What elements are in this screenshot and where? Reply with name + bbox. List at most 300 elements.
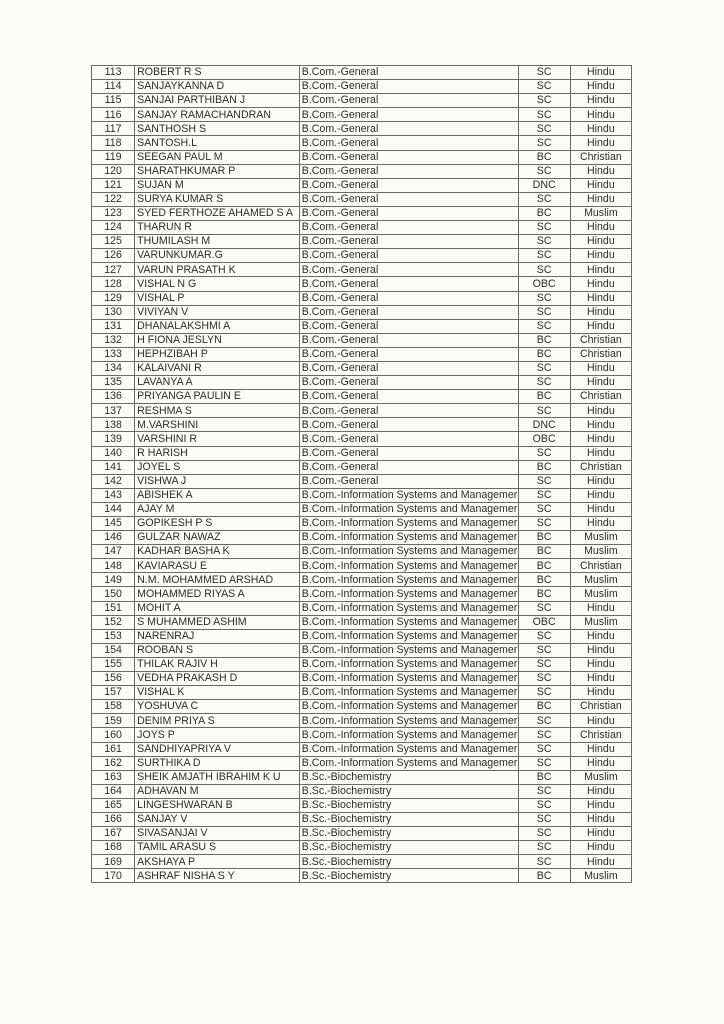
community-cell: SC — [518, 502, 570, 516]
religion-cell: Hindu — [570, 827, 631, 841]
religion-cell: Hindu — [570, 629, 631, 643]
roster-body — [92, 66, 632, 883]
course-cell: B.Com.-General — [299, 206, 518, 220]
community-cell: SC — [518, 122, 570, 136]
student-name-cell: PRIYANGA PAULIN E — [135, 390, 300, 404]
course-cell: B.Sc.-Biochemistry — [299, 784, 518, 798]
student-name-cell: LINGESHWARAN B — [135, 798, 300, 812]
course-cell: B.Com.-General — [299, 291, 518, 305]
serial-number-cell: 133 — [92, 347, 135, 361]
course-cell: B.Com.-General — [299, 192, 518, 206]
course-cell: B.Sc.-Biochemistry — [299, 827, 518, 841]
course-cell: B.Com.-Information Systems and Managemer — [299, 657, 518, 671]
table-row — [92, 150, 632, 164]
table-row — [92, 517, 632, 531]
serial-number-cell: 167 — [92, 827, 135, 841]
student-name-cell: VARUNKUMAR.G — [135, 249, 300, 263]
table-row — [92, 432, 632, 446]
religion-cell: Hindu — [570, 714, 631, 728]
community-cell: SC — [518, 714, 570, 728]
religion-cell: Christian — [570, 559, 631, 573]
table-row — [92, 235, 632, 249]
religion-cell: Hindu — [570, 841, 631, 855]
table-row — [92, 559, 632, 573]
table-row — [92, 206, 632, 220]
table-row — [92, 249, 632, 263]
serial-number-cell: 131 — [92, 319, 135, 333]
serial-number-cell: 120 — [92, 164, 135, 178]
community-cell: SC — [518, 94, 570, 108]
serial-number-cell: 137 — [92, 404, 135, 418]
course-cell: B.Sc.-Biochemistry — [299, 798, 518, 812]
religion-cell: Hindu — [570, 277, 631, 291]
community-cell: SC — [518, 686, 570, 700]
course-cell: B.Com.-General — [299, 235, 518, 249]
serial-number-cell: 116 — [92, 108, 135, 122]
student-name-cell: SUJAN M — [135, 178, 300, 192]
student-name-cell: THARUN R — [135, 221, 300, 235]
student-name-cell: VISHAL P — [135, 291, 300, 305]
community-cell: BC — [518, 573, 570, 587]
religion-cell: Hindu — [570, 291, 631, 305]
serial-number-cell: 121 — [92, 178, 135, 192]
course-cell: B.Com.-Information Systems and Managemer — [299, 545, 518, 559]
religion-cell: Hindu — [570, 221, 631, 235]
serial-number-cell: 145 — [92, 517, 135, 531]
table-row — [92, 291, 632, 305]
course-cell: B.Com.-General — [299, 432, 518, 446]
student-name-cell: NARENRAJ — [135, 629, 300, 643]
serial-number-cell: 169 — [92, 855, 135, 869]
community-cell: SC — [518, 305, 570, 319]
religion-cell: Christian — [570, 347, 631, 361]
course-cell: B.Com.-General — [299, 108, 518, 122]
student-name-cell: JOYEL S — [135, 460, 300, 474]
student-name-cell: RESHMA S — [135, 404, 300, 418]
course-cell: B.Com.-General — [299, 418, 518, 432]
religion-cell: Hindu — [570, 319, 631, 333]
table-row — [92, 770, 632, 784]
course-cell: B.Sc.-Biochemistry — [299, 855, 518, 869]
table-row — [92, 277, 632, 291]
religion-cell: Christian — [570, 700, 631, 714]
serial-number-cell: 149 — [92, 573, 135, 587]
student-name-cell: TAMIL ARASU S — [135, 841, 300, 855]
student-name-cell: SANJAI PARTHIBAN J — [135, 94, 300, 108]
course-cell: B.Com.-General — [299, 136, 518, 150]
table-row — [92, 460, 632, 474]
student-name-cell: SANJAY V — [135, 812, 300, 826]
serial-number-cell: 128 — [92, 277, 135, 291]
student-name-cell: VEDHA PRAKASH D — [135, 672, 300, 686]
religion-cell: Hindu — [570, 657, 631, 671]
course-cell: B.Com.-Information Systems and Managemer — [299, 714, 518, 728]
course-cell: B.Com.-General — [299, 66, 518, 80]
table-row — [92, 192, 632, 206]
serial-number-cell: 139 — [92, 432, 135, 446]
table-row — [92, 756, 632, 770]
community-cell: SC — [518, 601, 570, 615]
religion-cell: Hindu — [570, 474, 631, 488]
community-cell: SC — [518, 643, 570, 657]
student-name-cell: GULZAR NAWAZ — [135, 531, 300, 545]
community-cell: SC — [518, 728, 570, 742]
serial-number-cell: 123 — [92, 206, 135, 220]
community-cell: SC — [518, 855, 570, 869]
student-name-cell: VISHAL K — [135, 686, 300, 700]
serial-number-cell: 157 — [92, 686, 135, 700]
community-cell: SC — [518, 263, 570, 277]
community-cell: OBC — [518, 277, 570, 291]
student-name-cell: KALAIVANI R — [135, 361, 300, 375]
community-cell: OBC — [518, 432, 570, 446]
table-row — [92, 714, 632, 728]
course-cell: B.Com.-General — [299, 221, 518, 235]
religion-cell: Christian — [570, 460, 631, 474]
table-row — [92, 361, 632, 375]
student-name-cell: VISHWA J — [135, 474, 300, 488]
religion-cell: Hindu — [570, 80, 631, 94]
course-cell: B.Com.-General — [299, 347, 518, 361]
table-row — [92, 615, 632, 629]
religion-cell: Muslim — [570, 545, 631, 559]
religion-cell: Hindu — [570, 418, 631, 432]
religion-cell: Hindu — [570, 94, 631, 108]
community-cell: SC — [518, 361, 570, 375]
serial-number-cell: 150 — [92, 587, 135, 601]
table-row — [92, 178, 632, 192]
student-name-cell: THUMILASH M — [135, 235, 300, 249]
community-cell: SC — [518, 841, 570, 855]
course-cell: B.Com.-General — [299, 94, 518, 108]
serial-number-cell: 164 — [92, 784, 135, 798]
table-row — [92, 798, 632, 812]
serial-number-cell: 127 — [92, 263, 135, 277]
serial-number-cell: 163 — [92, 770, 135, 784]
table-row — [92, 812, 632, 826]
course-cell: B.Com.-Information Systems and Managemer — [299, 488, 518, 502]
table-row — [92, 672, 632, 686]
community-cell: BC — [518, 460, 570, 474]
course-cell: B.Com.-Information Systems and Managemer — [299, 573, 518, 587]
student-name-cell: ADHAVAN M — [135, 784, 300, 798]
student-name-cell: SANTOSH.L — [135, 136, 300, 150]
course-cell: B.Com.-General — [299, 390, 518, 404]
student-name-cell: ROBERT R S — [135, 66, 300, 80]
course-cell: B.Com.-General — [299, 319, 518, 333]
religion-cell: Christian — [570, 150, 631, 164]
serial-number-cell: 118 — [92, 136, 135, 150]
table-row — [92, 869, 632, 883]
course-cell: B.Com.-Information Systems and Managemer — [299, 601, 518, 615]
course-cell: B.Sc.-Biochemistry — [299, 812, 518, 826]
religion-cell: Hindu — [570, 404, 631, 418]
religion-cell: Hindu — [570, 672, 631, 686]
serial-number-cell: 134 — [92, 361, 135, 375]
religion-cell: Hindu — [570, 742, 631, 756]
religion-cell: Hindu — [570, 756, 631, 770]
religion-cell: Hindu — [570, 643, 631, 657]
student-name-cell: R HARISH — [135, 446, 300, 460]
student-roster-table — [91, 65, 632, 883]
table-row — [92, 94, 632, 108]
community-cell: SC — [518, 80, 570, 94]
community-cell: SC — [518, 66, 570, 80]
community-cell: SC — [518, 221, 570, 235]
table-row — [92, 305, 632, 319]
community-cell: BC — [518, 150, 570, 164]
course-cell: B.Com.-General — [299, 305, 518, 319]
table-row — [92, 742, 632, 756]
religion-cell: Hindu — [570, 432, 631, 446]
table-row — [92, 488, 632, 502]
course-cell: B.Com.-General — [299, 150, 518, 164]
community-cell: SC — [518, 136, 570, 150]
course-cell: B.Com.-General — [299, 474, 518, 488]
community-cell: SC — [518, 812, 570, 826]
religion-cell: Christian — [570, 390, 631, 404]
religion-cell: Hindu — [570, 446, 631, 460]
community-cell: SC — [518, 756, 570, 770]
course-cell: B.Com.-Information Systems and Managemer — [299, 672, 518, 686]
religion-cell: Muslim — [570, 531, 631, 545]
community-cell: BC — [518, 770, 570, 784]
student-name-cell: MOHAMMED RIYAS A — [135, 587, 300, 601]
course-cell: B.Com.-General — [299, 80, 518, 94]
serial-number-cell: 143 — [92, 488, 135, 502]
table-row — [92, 376, 632, 390]
table-row — [92, 164, 632, 178]
community-cell: SC — [518, 474, 570, 488]
community-cell: SC — [518, 446, 570, 460]
student-name-cell: SANJAYKANNA D — [135, 80, 300, 94]
religion-cell: Hindu — [570, 136, 631, 150]
religion-cell: Hindu — [570, 517, 631, 531]
student-name-cell: ASHRAF NISHA S Y — [135, 869, 300, 883]
religion-cell: Muslim — [570, 206, 631, 220]
course-cell: B.Com.-Information Systems and Managemer — [299, 531, 518, 545]
serial-number-cell: 140 — [92, 446, 135, 460]
serial-number-cell: 142 — [92, 474, 135, 488]
course-cell: B.Com.-Information Systems and Managemer — [299, 742, 518, 756]
community-cell: SC — [518, 235, 570, 249]
serial-number-cell: 138 — [92, 418, 135, 432]
student-name-cell: JOYS P — [135, 728, 300, 742]
table-row — [92, 686, 632, 700]
course-cell: B.Com.-General — [299, 333, 518, 347]
serial-number-cell: 153 — [92, 629, 135, 643]
course-cell: B.Com.-General — [299, 277, 518, 291]
serial-number-cell: 129 — [92, 291, 135, 305]
community-cell: DNC — [518, 178, 570, 192]
community-cell: SC — [518, 108, 570, 122]
student-name-cell: ROOBAN S — [135, 643, 300, 657]
serial-number-cell: 160 — [92, 728, 135, 742]
serial-number-cell: 154 — [92, 643, 135, 657]
serial-number-cell: 119 — [92, 150, 135, 164]
student-name-cell: LAVANYA A — [135, 376, 300, 390]
serial-number-cell: 141 — [92, 460, 135, 474]
serial-number-cell: 124 — [92, 221, 135, 235]
community-cell: SC — [518, 376, 570, 390]
serial-number-cell: 152 — [92, 615, 135, 629]
serial-number-cell: 130 — [92, 305, 135, 319]
community-cell: SC — [518, 517, 570, 531]
student-name-cell: GOPIKESH P S — [135, 517, 300, 531]
community-cell: BC — [518, 700, 570, 714]
community-cell: BC — [518, 206, 570, 220]
student-name-cell: SURTHIKA D — [135, 756, 300, 770]
community-cell: SC — [518, 629, 570, 643]
religion-cell: Hindu — [570, 488, 631, 502]
serial-number-cell: 132 — [92, 333, 135, 347]
serial-number-cell: 148 — [92, 559, 135, 573]
table-row — [92, 80, 632, 94]
student-name-cell: AJAY M — [135, 502, 300, 516]
table-row — [92, 502, 632, 516]
student-name-cell: KADHAR BASHA K — [135, 545, 300, 559]
serial-number-cell: 155 — [92, 657, 135, 671]
religion-cell: Hindu — [570, 502, 631, 516]
serial-number-cell: 136 — [92, 390, 135, 404]
religion-cell: Muslim — [570, 573, 631, 587]
community-cell: DNC — [518, 418, 570, 432]
community-cell: SC — [518, 249, 570, 263]
course-cell: B.Com.-General — [299, 164, 518, 178]
student-name-cell: SYED FERTHOZE AHAMED S A — [135, 206, 300, 220]
community-cell: BC — [518, 333, 570, 347]
serial-number-cell: 117 — [92, 122, 135, 136]
course-cell: B.Com.-Information Systems and Managemer — [299, 756, 518, 770]
course-cell: B.Com.-Information Systems and Managemer — [299, 559, 518, 573]
course-cell: B.Com.-Information Systems and Managemer — [299, 728, 518, 742]
religion-cell: Hindu — [570, 855, 631, 869]
table-row — [92, 531, 632, 545]
student-name-cell: AKSHAYA P — [135, 855, 300, 869]
religion-cell: Hindu — [570, 686, 631, 700]
religion-cell: Muslim — [570, 869, 631, 883]
table-row — [92, 221, 632, 235]
community-cell: SC — [518, 742, 570, 756]
community-cell: SC — [518, 319, 570, 333]
religion-cell: Hindu — [570, 66, 631, 80]
student-name-cell: SANJAY RAMACHANDRAN — [135, 108, 300, 122]
religion-cell: Hindu — [570, 784, 631, 798]
serial-number-cell: 114 — [92, 80, 135, 94]
serial-number-cell: 115 — [92, 94, 135, 108]
student-name-cell: SANDHIYAPRIYA V — [135, 742, 300, 756]
religion-cell: Hindu — [570, 376, 631, 390]
community-cell: SC — [518, 672, 570, 686]
serial-number-cell: 170 — [92, 869, 135, 883]
student-name-cell: SANTHOSH S — [135, 122, 300, 136]
community-cell: BC — [518, 559, 570, 573]
community-cell: OBC — [518, 615, 570, 629]
serial-number-cell: 159 — [92, 714, 135, 728]
serial-number-cell: 146 — [92, 531, 135, 545]
religion-cell: Christian — [570, 728, 631, 742]
course-cell: B.Com.-Information Systems and Managemer — [299, 686, 518, 700]
course-cell: B.Com.-General — [299, 178, 518, 192]
student-name-cell: HEPHZIBAH P — [135, 347, 300, 361]
course-cell: B.Com.-General — [299, 446, 518, 460]
course-cell: B.Com.-Information Systems and Managemer — [299, 643, 518, 657]
community-cell: SC — [518, 827, 570, 841]
community-cell: BC — [518, 531, 570, 545]
serial-number-cell: 165 — [92, 798, 135, 812]
serial-number-cell: 126 — [92, 249, 135, 263]
religion-cell: Muslim — [570, 615, 631, 629]
religion-cell: Hindu — [570, 812, 631, 826]
religion-cell: Hindu — [570, 601, 631, 615]
community-cell: SC — [518, 291, 570, 305]
religion-cell: Hindu — [570, 361, 631, 375]
course-cell: B.Com.-General — [299, 122, 518, 136]
serial-number-cell: 161 — [92, 742, 135, 756]
community-cell: SC — [518, 784, 570, 798]
serial-number-cell: 147 — [92, 545, 135, 559]
table-row — [92, 319, 632, 333]
table-row — [92, 474, 632, 488]
course-cell: B.Com.-Information Systems and Managemer — [299, 517, 518, 531]
course-cell: B.Sc.-Biochemistry — [299, 869, 518, 883]
table-row — [92, 657, 632, 671]
table-row — [92, 700, 632, 714]
student-name-cell: SEEGAN PAUL M — [135, 150, 300, 164]
community-cell: BC — [518, 347, 570, 361]
table-row — [92, 728, 632, 742]
serial-number-cell: 168 — [92, 841, 135, 855]
course-cell: B.Com.-General — [299, 263, 518, 277]
religion-cell: Hindu — [570, 192, 631, 206]
religion-cell: Hindu — [570, 122, 631, 136]
religion-cell: Hindu — [570, 305, 631, 319]
table-row — [92, 446, 632, 460]
student-name-cell: ABISHEK A — [135, 488, 300, 502]
table-row — [92, 573, 632, 587]
serial-number-cell: 125 — [92, 235, 135, 249]
student-name-cell: DENIM PRIYA S — [135, 714, 300, 728]
student-name-cell: VISHAL N G — [135, 277, 300, 291]
student-name-cell: KAVIARASU E — [135, 559, 300, 573]
serial-number-cell: 158 — [92, 700, 135, 714]
community-cell: BC — [518, 545, 570, 559]
table-row — [92, 390, 632, 404]
course-cell: B.Com.-General — [299, 376, 518, 390]
course-cell: B.Com.-General — [299, 404, 518, 418]
course-cell: B.Com.-Information Systems and Managemer — [299, 629, 518, 643]
student-name-cell: N.M. MOHAMMED ARSHAD — [135, 573, 300, 587]
community-cell: SC — [518, 404, 570, 418]
community-cell: SC — [518, 798, 570, 812]
religion-cell: Hindu — [570, 108, 631, 122]
student-name-cell: SHARATHKUMAR P — [135, 164, 300, 178]
course-cell: B.Com.-Information Systems and Managemer — [299, 615, 518, 629]
table-row — [92, 66, 632, 80]
table-row — [92, 108, 632, 122]
student-name-cell: H FIONA JESLYN — [135, 333, 300, 347]
student-name-cell: DHANALAKSHMI A — [135, 319, 300, 333]
student-name-cell: THILAK RAJIV H — [135, 657, 300, 671]
course-cell: B.Com.-Information Systems and Managemer — [299, 502, 518, 516]
community-cell: BC — [518, 390, 570, 404]
table-row — [92, 827, 632, 841]
table-row — [92, 587, 632, 601]
religion-cell: Hindu — [570, 164, 631, 178]
table-row — [92, 404, 632, 418]
religion-cell: Hindu — [570, 235, 631, 249]
serial-number-cell: 113 — [92, 66, 135, 80]
